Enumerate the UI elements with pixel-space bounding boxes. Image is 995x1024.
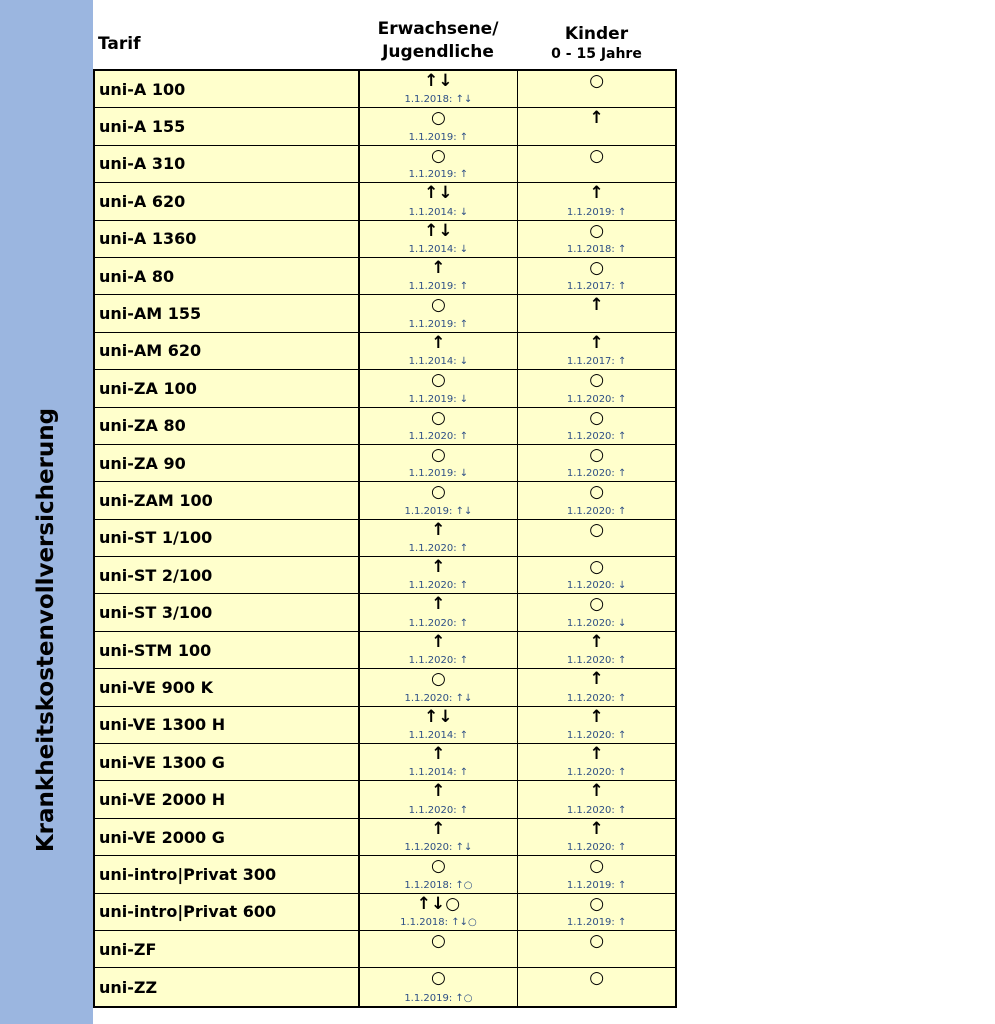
- child-trend: ○: [589, 220, 605, 241]
- adult-trend: ↑: [431, 594, 446, 615]
- adult-trend: ○: [430, 407, 446, 428]
- child-history: [518, 169, 675, 181]
- child-history: 1.1.2020: ↑: [566, 767, 627, 779]
- adult-trend: ↑↓: [424, 71, 453, 91]
- child-cell: [517, 408, 675, 444]
- table-row: [95, 482, 675, 519]
- tarif-name: uni-A 310: [95, 146, 360, 182]
- child-trend: ○: [589, 519, 605, 540]
- adult-history: 1.1.2014: ↑: [408, 730, 469, 742]
- child-trend: ↑: [589, 669, 604, 690]
- table-row: [95, 594, 675, 631]
- adult-history: 1.1.2018: ↑↓: [404, 94, 473, 106]
- table-row: [95, 819, 675, 856]
- adult-trend: ↑: [431, 744, 446, 765]
- adult-cell: [360, 333, 518, 369]
- child-history: 1.1.2020: ↑: [566, 430, 627, 442]
- child-trend: ↑: [589, 818, 604, 839]
- tarif-name: uni-ST 3/100: [95, 594, 360, 630]
- adult-trend: ○: [430, 370, 446, 391]
- adult-history: 1.1.2014: ↓: [408, 243, 469, 255]
- child-trend: ○: [589, 594, 605, 615]
- tarif-name: uni-VE 2000 H: [95, 781, 360, 817]
- tarif-name: uni-AM 620: [95, 333, 360, 369]
- child-cell: [517, 669, 675, 705]
- adult-trend: ○: [430, 145, 446, 166]
- adult-trend: ↑↓: [424, 706, 453, 727]
- table-row: [95, 445, 675, 482]
- adult-cell: [360, 744, 518, 780]
- table-row: [95, 520, 675, 557]
- child-history: 1.1.2019: ↑: [566, 879, 627, 891]
- adult-trend: ○: [430, 669, 446, 690]
- adult-history: 1.1.2020: ↑: [408, 804, 469, 816]
- adult-trend: ↑↓○: [416, 893, 461, 914]
- adult-trend: ↑: [431, 332, 446, 353]
- child-trend: ↑: [589, 744, 604, 765]
- adult-trend: ○: [430, 482, 446, 503]
- child-cell: [517, 632, 675, 668]
- adult-cell: [360, 520, 518, 556]
- child-history: [518, 954, 675, 966]
- table-row: [95, 968, 675, 1005]
- adult-history: 1.1.2019: ↑: [408, 318, 469, 330]
- adult-cell: [360, 819, 518, 855]
- child-trend: ↑: [589, 183, 604, 204]
- table-row: [95, 295, 675, 332]
- adult-cell: [360, 445, 518, 481]
- child-cell: [517, 707, 675, 743]
- header-kids-line1: Kinder: [564, 24, 629, 44]
- tarif-name: uni-A 1360: [95, 221, 360, 257]
- adult-history: 1.1.2020: ↑↓: [404, 692, 473, 704]
- adult-trend: ↑: [431, 519, 446, 540]
- tarif-name: uni-ST 1/100: [95, 520, 360, 556]
- child-cell: [517, 221, 675, 257]
- table-row: [95, 183, 675, 220]
- child-trend: ↑: [589, 332, 604, 353]
- tarif-name: uni-VE 900 K: [95, 669, 360, 705]
- adult-history: 1.1.2019: ↑: [408, 281, 469, 293]
- child-history: 1.1.2020: ↑: [566, 804, 627, 816]
- table-row: [95, 108, 675, 145]
- child-trend: ○: [589, 444, 605, 465]
- child-history: [518, 993, 675, 1005]
- adult-history: 1.1.2014: ↓: [408, 206, 469, 218]
- adult-cell: [360, 370, 518, 406]
- adult-cell: [360, 856, 518, 892]
- tarif-name: uni-VE 1300 G: [95, 744, 360, 780]
- adult-history: 1.1.2020: ↑: [408, 617, 469, 629]
- table-row: [95, 744, 675, 781]
- child-cell: [517, 594, 675, 630]
- table-row: [95, 669, 675, 706]
- child-history: 1.1.2020: ↑: [566, 393, 627, 405]
- adult-cell: [360, 781, 518, 817]
- tarif-name: uni-VE 1300 H: [95, 707, 360, 743]
- table-row: [95, 856, 675, 893]
- adult-history: 1.1.2019: ↑: [408, 169, 469, 181]
- adult-history: 1.1.2018: ↑↓○: [400, 916, 477, 928]
- table-row: [95, 632, 675, 669]
- adult-trend: ○: [430, 968, 446, 989]
- table-row: [95, 557, 675, 594]
- child-cell: [517, 968, 675, 1005]
- child-history: 1.1.2020: ↓: [566, 580, 627, 592]
- adult-cell: [360, 968, 518, 1005]
- adult-trend: ↑: [431, 257, 446, 278]
- header-adults-line2: Jugendliche: [382, 42, 494, 62]
- child-history: 1.1.2020: ↑: [566, 655, 627, 667]
- header-tarif: Tarif: [98, 34, 141, 54]
- child-cell: [517, 744, 675, 780]
- child-trend: ↑: [589, 631, 604, 652]
- adult-cell: [360, 221, 518, 257]
- tarif-name: uni-A 100: [95, 71, 360, 107]
- child-trend: ○: [589, 968, 605, 989]
- header-kids-line2: 0 - 15 Jahre: [551, 46, 642, 62]
- child-trend: ○: [589, 370, 605, 391]
- adult-history: 1.1.2019: ↑↓: [404, 505, 473, 517]
- child-history: 1.1.2017: ↑: [566, 356, 627, 368]
- child-cell: [517, 781, 675, 817]
- adult-trend: ○: [430, 295, 446, 316]
- child-cell: [517, 370, 675, 406]
- adult-trend: ↑: [431, 781, 446, 802]
- adult-cell: [360, 632, 518, 668]
- adult-cell: [360, 894, 518, 930]
- tarif-name: uni-ZA 100: [95, 370, 360, 406]
- adult-history: [360, 954, 518, 966]
- child-history: [518, 543, 675, 555]
- header-adults: [359, 18, 517, 64]
- child-trend: ↑: [589, 108, 604, 129]
- sidebar: [0, 0, 93, 1024]
- tariff-table: [93, 69, 677, 1008]
- tarif-name: uni-ZAM 100: [95, 482, 360, 518]
- adult-history: 1.1.2019: ↓: [408, 468, 469, 480]
- child-trend: ○: [589, 856, 605, 877]
- child-history: 1.1.2020: ↑: [566, 730, 627, 742]
- table-row: [95, 221, 675, 258]
- child-trend: ○: [589, 893, 605, 914]
- tarif-name: uni-intro|Privat 600: [95, 894, 360, 930]
- adult-history: 1.1.2014: ↑: [408, 767, 469, 779]
- adult-history: 1.1.2020: ↑: [408, 543, 469, 555]
- child-history: 1.1.2018: ↑: [566, 243, 627, 255]
- child-cell: [517, 520, 675, 556]
- child-trend: ○: [589, 145, 605, 166]
- adult-history: 1.1.2020: ↑↓: [404, 842, 473, 854]
- tarif-name: uni-ZZ: [95, 968, 360, 1005]
- table-row: [95, 333, 675, 370]
- child-trend: ↑: [589, 295, 604, 316]
- child-trend: ○: [589, 930, 605, 951]
- child-trend: ○: [589, 71, 605, 91]
- child-cell: [517, 183, 675, 219]
- tarif-name: uni-A 80: [95, 258, 360, 294]
- child-cell: [517, 482, 675, 518]
- header-adults-line1: Erwachsene/: [377, 19, 499, 39]
- adult-history: 1.1.2020: ↑: [408, 655, 469, 667]
- child-history: 1.1.2020: ↑: [566, 505, 627, 517]
- table-row: [95, 71, 675, 108]
- child-trend: ○: [589, 257, 605, 278]
- child-trend: ↑: [589, 781, 604, 802]
- table-row: [95, 781, 675, 818]
- table-row: [95, 931, 675, 968]
- table-row: [95, 408, 675, 445]
- adult-trend: ○: [430, 108, 446, 129]
- child-cell: [517, 108, 675, 144]
- child-history: 1.1.2019: ↑: [566, 916, 627, 928]
- child-history: 1.1.2020: ↑: [566, 842, 627, 854]
- adult-history: 1.1.2020: ↑: [408, 580, 469, 592]
- adult-cell: [360, 295, 518, 331]
- child-cell: [517, 931, 675, 967]
- adult-cell: [360, 408, 518, 444]
- sidebar-label: Krankheitskostenvollversicherung: [33, 407, 59, 853]
- tarif-name: uni-VE 2000 G: [95, 819, 360, 855]
- adult-cell: [360, 482, 518, 518]
- adult-cell: [360, 557, 518, 593]
- tarif-name: uni-intro|Privat 300: [95, 856, 360, 892]
- tarif-name: uni-ZA 80: [95, 408, 360, 444]
- header-kids: [517, 23, 676, 63]
- adult-trend: ○: [430, 444, 446, 465]
- adult-cell: [360, 707, 518, 743]
- child-cell: [517, 894, 675, 930]
- adult-cell: [360, 931, 518, 967]
- tarif-name: uni-ZA 90: [95, 445, 360, 481]
- adult-cell: [360, 258, 518, 294]
- adult-history: 1.1.2019: ↑○: [404, 992, 473, 1004]
- child-cell: [517, 71, 675, 107]
- child-history: 1.1.2020: ↑: [566, 692, 627, 704]
- table-row: [95, 894, 675, 931]
- tarif-name: uni-ST 2/100: [95, 557, 360, 593]
- adult-trend: ○: [430, 930, 446, 951]
- adult-history: 1.1.2018: ↑○: [404, 879, 473, 891]
- child-trend: ○: [589, 407, 605, 428]
- adult-trend: ○: [430, 856, 446, 877]
- child-history: [518, 94, 675, 106]
- adult-trend: ↑: [431, 557, 446, 578]
- child-cell: [517, 557, 675, 593]
- child-cell: [517, 333, 675, 369]
- adult-history: 1.1.2019: ↑: [408, 131, 469, 143]
- table-row: [95, 146, 675, 183]
- tarif-name: uni-A 620: [95, 183, 360, 219]
- child-cell: [517, 258, 675, 294]
- adult-cell: [360, 71, 518, 107]
- adult-trend: ↑: [431, 631, 446, 652]
- tarif-name: uni-STM 100: [95, 632, 360, 668]
- child-history: 1.1.2017: ↑: [566, 281, 627, 293]
- adult-cell: [360, 669, 518, 705]
- child-history: 1.1.2020: ↑: [566, 468, 627, 480]
- adult-cell: [360, 594, 518, 630]
- adult-trend: ↑↓: [424, 220, 453, 241]
- adult-history: 1.1.2014: ↓: [408, 356, 469, 368]
- table-row: [95, 370, 675, 407]
- tarif-name: uni-ZF: [95, 931, 360, 967]
- adult-history: 1.1.2020: ↑: [408, 430, 469, 442]
- table-row: [95, 707, 675, 744]
- adult-history: 1.1.2019: ↓: [408, 393, 469, 405]
- tarif-name: uni-AM 155: [95, 295, 360, 331]
- adult-cell: [360, 146, 518, 182]
- child-cell: [517, 445, 675, 481]
- adult-trend: ↑↓: [424, 183, 453, 204]
- child-history: [518, 132, 675, 144]
- child-cell: [517, 146, 675, 182]
- adult-cell: [360, 108, 518, 144]
- child-cell: [517, 819, 675, 855]
- child-history: 1.1.2019: ↑: [566, 206, 627, 218]
- child-trend: ○: [589, 482, 605, 503]
- child-trend: ↑: [589, 706, 604, 727]
- child-history: 1.1.2020: ↓: [566, 617, 627, 629]
- child-trend: ○: [589, 557, 605, 578]
- child-cell: [517, 295, 675, 331]
- adult-trend: ↑: [431, 818, 446, 839]
- child-cell: [517, 856, 675, 892]
- tarif-name: uni-A 155: [95, 108, 360, 144]
- child-history: [518, 319, 675, 331]
- table-row: [95, 258, 675, 295]
- adult-cell: [360, 183, 518, 219]
